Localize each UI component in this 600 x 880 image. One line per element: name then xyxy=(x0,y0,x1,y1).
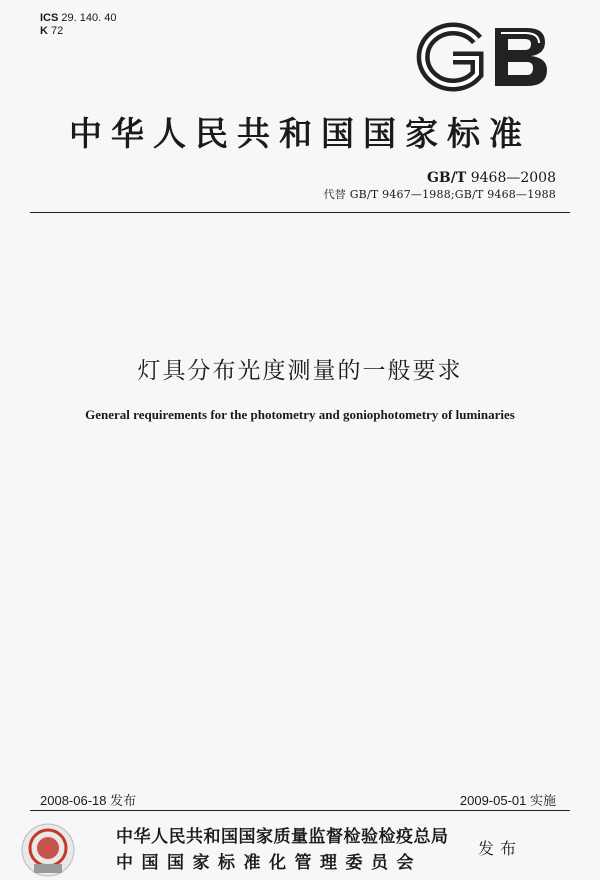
gb-logo xyxy=(415,22,555,92)
standard-number xyxy=(427,170,556,186)
class-code: 72 xyxy=(51,25,64,37)
ics-code: 29. 140. 40 xyxy=(61,12,117,24)
class-label: K xyxy=(40,25,48,37)
issuer-line-1: 中华人民共和国国家质量监督检验检疫总局 xyxy=(116,827,449,847)
issuer-line-2: 中国国家标准化管理委员会 xyxy=(116,853,422,873)
implementation-date: 2009-05-01 实施 xyxy=(459,793,556,808)
divider-top xyxy=(30,212,570,213)
replaces-note: 代替 GB/T 9467—1988;GB/T 9468—1988 xyxy=(323,188,556,201)
publish-label: 发布 xyxy=(478,839,523,858)
standard-number-value: 9468—2008 xyxy=(470,170,556,186)
document-title-english: General requirements for the photometry and goniophotometry of luminaries xyxy=(85,407,515,422)
anti-counterfeit-seal xyxy=(20,822,76,878)
document-title-chinese: 灯具分布光度测量的一般要求 xyxy=(137,358,463,384)
classification-codes xyxy=(40,12,116,38)
divider-bottom xyxy=(30,810,570,811)
ics-label: ICS xyxy=(40,12,59,24)
standard-type-heading: 中华人民共和国国家标准 xyxy=(69,114,531,153)
standard-number-prefix: GB/T xyxy=(426,170,467,186)
issue-date: 2008-06-18 发布 xyxy=(40,793,137,808)
